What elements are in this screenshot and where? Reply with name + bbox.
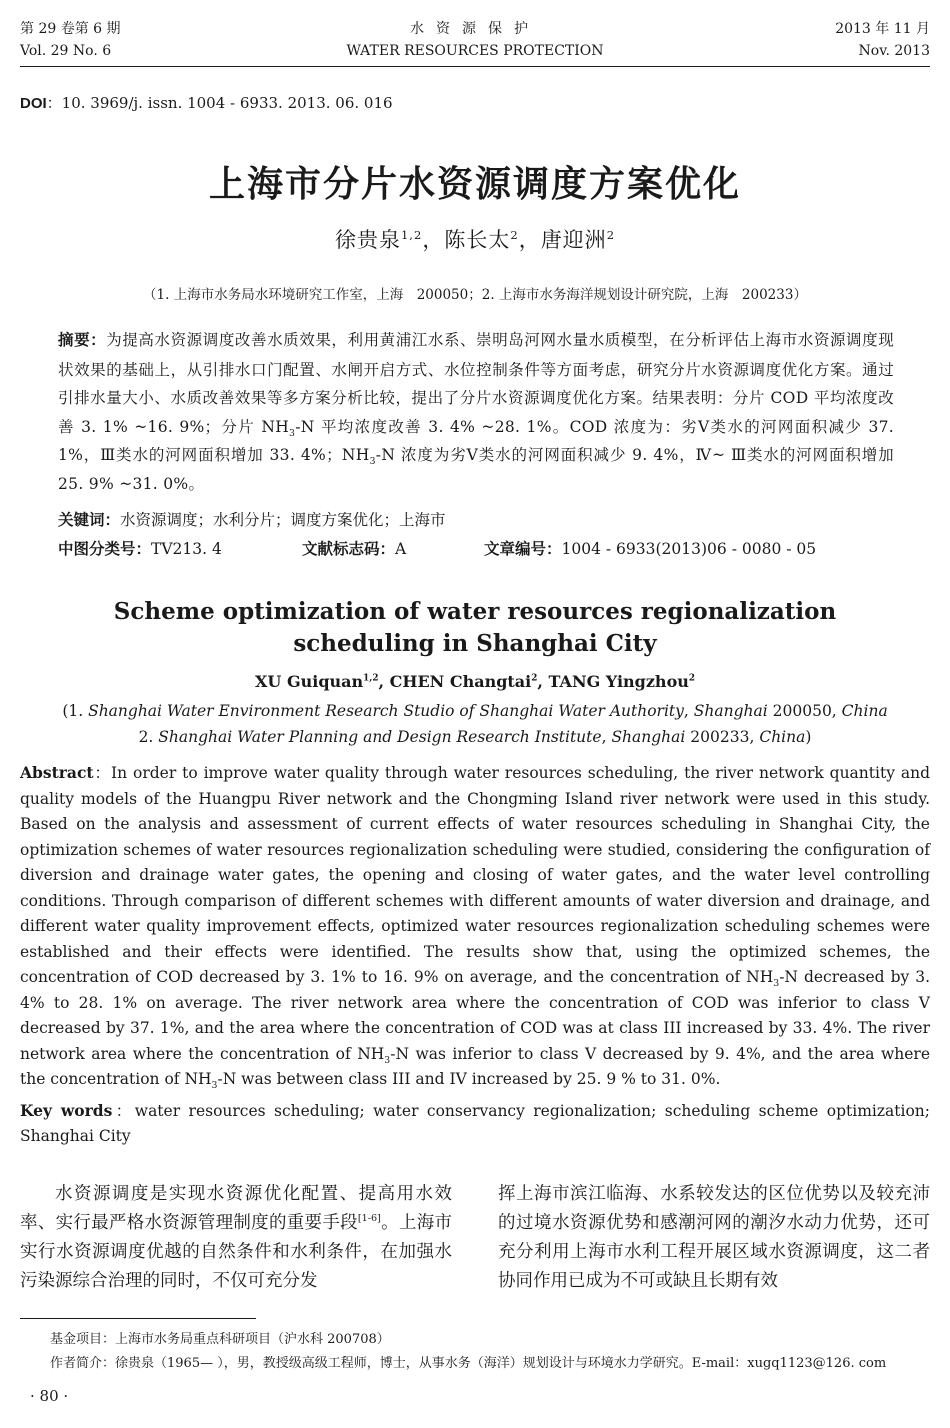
document-code xyxy=(302,536,406,563)
aff-institution: Shanghai Water Environment Research Studio of Shanghai Water Authority xyxy=(88,702,684,720)
keywords-en-text: water resources scheduling; water conservancy regionalization; scheduling scheme optimization; Shanghai City xyxy=(20,1102,930,1145)
aff-city: Shanghai xyxy=(611,728,686,746)
author-affil-mark: 2 xyxy=(606,228,616,242)
abstract-cn-text: 为提高水资源调度改善水质效果，利用黄浦江水系、崇明岛河网水量水质模型，在分析评估上海市水资源调度现状效果的基础上，从引排水口门配置、水闸开启方式、水位控制条件等方面考虑，研究分片水资源调度优化方案。通过引排水量大小、水质改善效果等多方案分析比较，提出了分片水资源调度优化方案。结果表明：分片 COD 平均浓度改善 3. 1% ~16. 9%；分片 NH xyxy=(58,331,894,436)
doi-value: ：10. 3969/j. issn. 1004 - 6933. 2013. 06. 016 xyxy=(46,94,393,112)
affiliation-en-line-1 xyxy=(0,698,950,724)
keywords-en xyxy=(20,1098,930,1149)
author-name: 陈长太 xyxy=(444,228,511,252)
doi-line xyxy=(20,92,393,113)
authors-cn xyxy=(0,224,950,254)
aff-text: , xyxy=(601,728,612,746)
header-journal xyxy=(20,18,930,62)
abstract-en-text: -N decreased by 3. 4% to 28. 1% on average. The river network area where the concentration of COD was inferior to class V decreased by 37. 1%, and the area where the concentration of COD was at class III increased by 33. 4%. The river network area where the concentration of NH xyxy=(20,968,930,1063)
header-rule xyxy=(20,66,930,67)
affiliation-en xyxy=(0,698,950,750)
affiliation-cn: （1. 上海市水务局水环境研究工作室，上海 200050；2. 上海市水务海洋规划设计研究院，上海 200233） xyxy=(143,287,807,303)
abstract-cn-label: 摘要： xyxy=(58,332,107,349)
header-date-cn: 2013 年 11 月 xyxy=(835,21,930,37)
paper-title-en-line: scheduling in Shanghai City xyxy=(293,630,657,657)
aff-postcode: 200233, xyxy=(685,728,760,746)
citation-ref: [1-6] xyxy=(357,1213,381,1225)
footnote-rule xyxy=(20,1318,256,1319)
author-affil-mark: 1,2 xyxy=(363,673,379,684)
authors-en xyxy=(0,672,950,691)
article-number-value: 1004 - 6933(2013)06 - 0080 - 05 xyxy=(561,540,817,558)
author-name-en: XU Guiquan xyxy=(255,672,364,691)
abstract-en-text: In order to improve water quality through water resources scheduling, the river network quantity and quality models of the Huangpu River network and the Chongming Island river network were used in this study. Based on the analysis and assessment of current effects of water resources scheduling in Shanghai City, the optimization schemes of water resources regionalization scheduling were studied, considering the configuration of diversion and drainage water gates, the opening and closing of water gates, and the water level controlling conditions. Through comparison of different schemes with different amounts of water diversion and drainage, and different water quality improvement effects, optimized water resources regionalization scheduling schemes were established and their effects were identified. The results show that, using the optimized schemes, the concentration of COD decreased by 3. 1% to 16. 9% on average, and the concentration of NH xyxy=(20,764,930,986)
abstract-cn-text: -N 浓度为劣Ⅴ类水的河网面积减少 9. 4%，Ⅳ~ Ⅲ类水的河网面积增加 25. 9% ~31. 0%。 xyxy=(58,446,894,493)
keywords-en-colon: ： xyxy=(112,1102,135,1120)
author-affil-mark: 2 xyxy=(688,673,695,684)
aff-institution: Shanghai Water Planning and Design Research Institute xyxy=(158,728,602,746)
clc-value: TV213. 4 xyxy=(151,540,222,558)
aff-country: China xyxy=(841,702,888,720)
keywords-cn xyxy=(58,507,894,534)
article-number-label: 文章编号： xyxy=(484,541,562,558)
aff-text: (1. xyxy=(62,702,89,720)
keywords-cn-text: 水资源调度；水利分片；调度方案优化；上海市 xyxy=(120,511,446,529)
aff-text: ) xyxy=(805,728,812,746)
clc-code xyxy=(58,536,222,563)
document-code-label: 文献标志码： xyxy=(302,541,396,558)
keywords-en-label: Key words xyxy=(20,1101,113,1120)
subscript: 3 xyxy=(289,427,296,439)
author-affil-mark: 2 xyxy=(510,228,519,242)
document-code-value: A xyxy=(395,540,407,558)
abstract-cn-text: -N 平均浓度改善 3. 4% ~28. 1%。COD 浓度为：劣Ⅴ类水的河网面积减少 37. 1%，Ⅲ类水的河网面积增加 33. 4%；NH xyxy=(58,417,894,464)
header-journal-en: WATER RESOURCES PROTECTION xyxy=(346,43,604,59)
abstract-en xyxy=(20,760,930,1093)
subscript: 3 xyxy=(773,978,780,990)
subscript: 3 xyxy=(211,1080,218,1092)
footnote-funding: 基金项目：上海市水务局重点科研项目（沪水科 200708） xyxy=(50,1332,390,1347)
subscript: 3 xyxy=(369,456,376,468)
author-separator: ， xyxy=(422,228,445,252)
header-journal-cn: 水资源保护 xyxy=(410,21,540,37)
author-separator: , xyxy=(378,672,390,691)
aff-text: 2. xyxy=(138,728,159,746)
author-name-en: TANG Yingzhou xyxy=(548,672,689,691)
page-number: · 80 · xyxy=(30,1387,69,1405)
author-name: 唐迎洲 xyxy=(540,228,607,252)
doi-label: DOI xyxy=(20,95,47,112)
author-affil-mark: 1,2 xyxy=(400,228,423,242)
footnote-author-bio: 作者简介：徐贵泉（1965— ），男，教授级高级工程师，博士，从事水务（海洋）规划设计与环境水力学研究。E-mail：xugq1123@126. com xyxy=(50,1356,887,1371)
author-name: 徐贵泉 xyxy=(334,228,401,252)
paper-title-en xyxy=(0,596,950,660)
article-number xyxy=(484,536,816,563)
abstract-en-text: -N was inferior to class V decreased by 9. 4%, and the area where the concentration of NH xyxy=(20,1044,930,1088)
body-text: 。上海市实行水资源调度优越的自然条件和水利条件，在加强水污染源综合治理的同时，不仅可充分发 xyxy=(20,1213,453,1291)
aff-country: China xyxy=(759,728,806,746)
aff-text: , xyxy=(683,702,694,720)
aff-city: Shanghai xyxy=(693,702,768,720)
paper-title-cn: 上海市分片水资源调度方案优化 xyxy=(208,163,741,205)
header-date-en: Nov. 2013 xyxy=(858,43,930,59)
author-separator: , xyxy=(537,672,549,691)
affiliation-en-line-2 xyxy=(0,724,950,750)
clc-label: 中图分类号： xyxy=(58,541,152,558)
author-separator: ， xyxy=(518,228,541,252)
abstract-en-text: -N was between class III and IV increased by 25. 9 % to 31. 0%. xyxy=(217,1070,721,1088)
author-name-en: CHEN Changtai xyxy=(389,672,532,691)
abstract-en-label: Abstract xyxy=(20,763,94,782)
header-volume-cn: 第 29 卷第 6 期 xyxy=(20,21,121,37)
body-column-left xyxy=(20,1180,452,1296)
abstract-cn xyxy=(58,326,894,498)
body-column-right: 挥上海市滨江临海、水系较发达的区位优势以及较充沛的过境水资源优势和感潮河网的潮汐水动力优势，还可充分利用上海市水利工程开展区域水资源调度，这二者协同作用已成为不可或缺且长期有效 xyxy=(498,1184,930,1291)
paper-title-en-line: Scheme optimization of water resources regionalization xyxy=(113,598,837,625)
author-affil-mark: 2 xyxy=(531,673,538,684)
abstract-en-colon: ： xyxy=(93,764,111,782)
header-volume-en: Vol. 29 No. 6 xyxy=(20,43,112,59)
keywords-cn-label: 关键词： xyxy=(58,512,121,529)
subscript: 3 xyxy=(384,1054,391,1066)
running-header xyxy=(20,18,930,66)
header-date xyxy=(835,18,930,62)
aff-postcode: 200050, xyxy=(767,702,842,720)
body-text: 水资源调度是实现水资源优化配置、提高用水效率、实行最严格水资源管理制度的重要手段 xyxy=(20,1184,452,1233)
